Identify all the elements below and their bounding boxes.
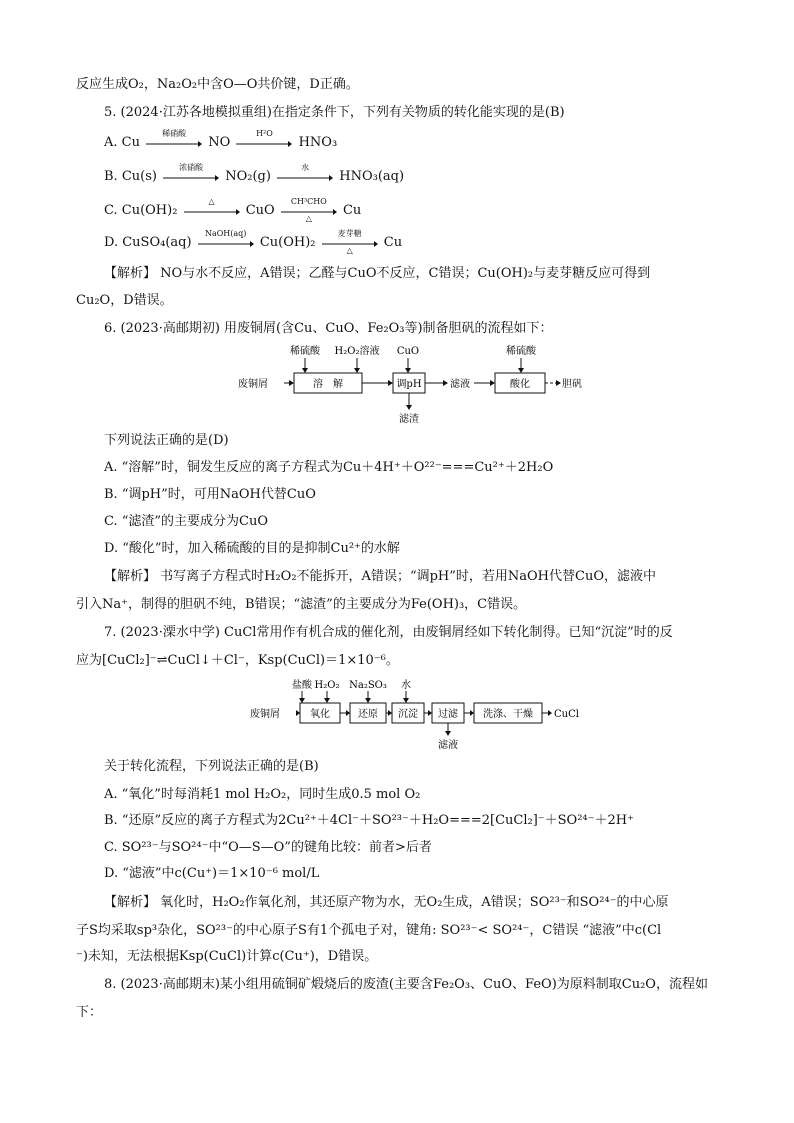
q6-option-b: B. “调pH”时，可用NaOH代替CuO [104,487,316,502]
q6-analysis-2: 引入Na⁺，制得的胆矾不纯，B错误；“滤渣”的主要成分为Fe(OH)₃，C错误。 [76,597,527,612]
q5-c-reactant: C. Cu(OH)₂ [104,203,178,218]
q7-stem-1: 7. (2023·溧水中学) CuCl常用作有机合成的催化剂，由废铜屑经如下转化制得。已知“沉淀”时的反 [104,625,673,640]
q7-option-a: A. “氧化”时每消耗1 mol H₂O₂，同时生成0.5 mol O₂ [104,787,421,802]
q6-flow-end: 胆矾 [562,379,582,390]
q6-flow-input-4: 稀硫酸 [506,346,536,357]
q5-b-product: HNO₃(aq) [339,169,405,184]
q6-flow-filtrate: 滤液 [450,379,470,390]
q7-stem-2: 应为[CuCl₂]⁻⇌CuCl↓＋Cl⁻，Ksp(CuCl)＝1×10⁻⁶。 [76,653,399,668]
q5-a-reactant: A. Cu [104,135,140,150]
q6-flow-step-ph: 调pH [396,379,422,390]
q7-flow-step-reduce: 还原 [358,709,378,720]
q7-ask: 关于转化流程，下列说法正确的是(B) [104,759,319,774]
q6-flow-start: 废铜屑 [238,379,268,390]
q5-c-cond1: △ [208,196,215,206]
q5-c-cond2-heat: △ [305,213,312,223]
q7-analysis-3: ⁻)未知，无法根据Ksp(CuCl)计算c(Cu⁺)，D错误。 [76,949,378,964]
q5-option-a [104,128,720,152]
q5-b-middle: NO₂(g) [225,169,271,184]
q5-b-cond1: 浓硝酸 [179,162,204,172]
q7-flow-end: CuCl [554,709,579,720]
q7-flow-step-filter: 过滤 [438,709,458,720]
q8-stem-1: 8. (2023·高邮期末)某小组用硫铜矿煅烧后的废渣(主要含Fe₂O₃、CuO、FeO)为原料制取Cu₂O，流程如 [104,977,708,992]
q7-option-c: C. SO²³⁻与SO²⁴⁻中“O—S—O”的键角比较：前者>后者 [104,840,432,855]
q6-flow-input-3: CuO [396,346,420,357]
q6-flow-step-acidify: 酸化 [510,379,530,390]
q5-stem: 5. (2024·江苏各地模拟重组)在指定条件下，下列有关物质的转化能实现的是(B) [104,105,565,120]
q5-analysis-1: 【解析】 NO与水不反应，A错误；乙醛与CuO不反应，C错误；Cu(OH)₂与麦芽糖反应可得到 [104,266,651,281]
q7-analysis-1: 【解析】 氧化时，H₂O₂作氧化剂，其还原产物为水，无O₂生成，A错误；SO²³⁻和SO²⁴⁻的中心原 [104,895,669,910]
q5-option-b [104,162,720,186]
q7-option-b: B. “还原”反应的离子方程式为2Cu²⁺＋4Cl⁻＋SO²³⁻＋H₂O===2[CuCl₂]⁻＋SO²⁴⁻＋2H⁺ [104,813,634,828]
q5-a-product: HNO₃ [298,135,338,150]
q7-flow-input-2: H₂O₂ [314,680,340,691]
q5-option-c [104,196,720,223]
q7-flowchart [250,676,590,752]
q5-a-middle: NO [208,135,231,150]
intro-line: 反应生成O₂，Na₂O₂中含O—O共价键，D正确。 [76,77,359,92]
q6-flow-input-2: H₂O₂溶液 [334,346,380,357]
q7-option-d: D. “滤液”中c(Cu⁺)＝1×10⁻⁶ mol/L [104,866,320,881]
q5-a-cond2: H²O [256,128,273,138]
q6-flow-input-1: 稀硫酸 [290,346,320,357]
q7-flow-input-3: Na₂SO₃ [349,680,387,691]
q7-flow-input-4: 水 [401,680,411,691]
q7-flow-input-1: 盐酸 [292,680,312,691]
q5-d-cond2: 麦芽糖 [337,228,362,238]
q6-flowchart [236,340,596,426]
q5-d-cond2-heat: △ [346,245,353,255]
q5-b-cond2: 水 [301,162,310,172]
q5-d-cond1: NaOH(aq) [204,228,247,238]
q5-d-product: Cu [383,235,403,250]
q7-analysis-2: 子S均采取sp³杂化，SO²³⁻的中心原子S有1个孤电子对，键角: SO²³⁻< SO²⁴⁻，C错误 “滤液”中c(Cl [76,923,662,938]
q6-option-a: A. “溶解”时，铜发生反应的离子方程式为Cu＋4H⁺＋O²²⁻===Cu²⁺＋2H₂O [104,460,554,475]
q6-stem: 6. (2023·高邮期初) 用废铜屑(含Cu、CuO、Fe₂O₃等)制备胆矾的流程如下： [104,321,553,336]
q5-b-reactant: B. Cu(s) [104,169,157,184]
q7-flow-residue: 滤液 [438,740,458,751]
q6-option-d: D. “酸化”时，加入稀硫酸的目的是抑制Cu²⁺的水解 [104,541,400,556]
q6-analysis-1: 【解析】 书写离子方程式时H₂O₂不能拆开，A错误；“调pH”时，若用NaOH代替CuO，滤液中 [104,569,656,584]
q5-c-middle: CuO [245,203,275,218]
q7-flow-step-precipitate: 沉淀 [398,709,418,720]
q7-flow-step-oxidize: 氧化 [310,709,330,720]
q7-flow-step-wash-dry: 洗涤、干燥 [483,709,533,720]
q6-flow-residue: 滤渣 [399,414,419,425]
q5-d-reactant: D. CuSO₄(aq) [104,235,192,250]
q8-stem-2: 下： [76,1005,103,1020]
q5-a-cond1: 稀硝酸 [162,128,187,138]
q6-flow-step-dissolve: 溶 解 [313,379,343,390]
q5-d-middle: Cu(OH)₂ [259,235,316,250]
q7-flow-start: 废铜屑 [250,709,280,720]
q5-c-cond2: CH³CHO [290,196,327,206]
q5-c-product: Cu [342,203,362,218]
q6-option-c: C. “滤渣”的主要成分为CuO [104,514,269,529]
q5-option-d [104,228,720,255]
q6-ask: 下列说法正确的是(D) [104,433,229,448]
q5-analysis-2: Cu₂O，D错误。 [76,293,173,308]
